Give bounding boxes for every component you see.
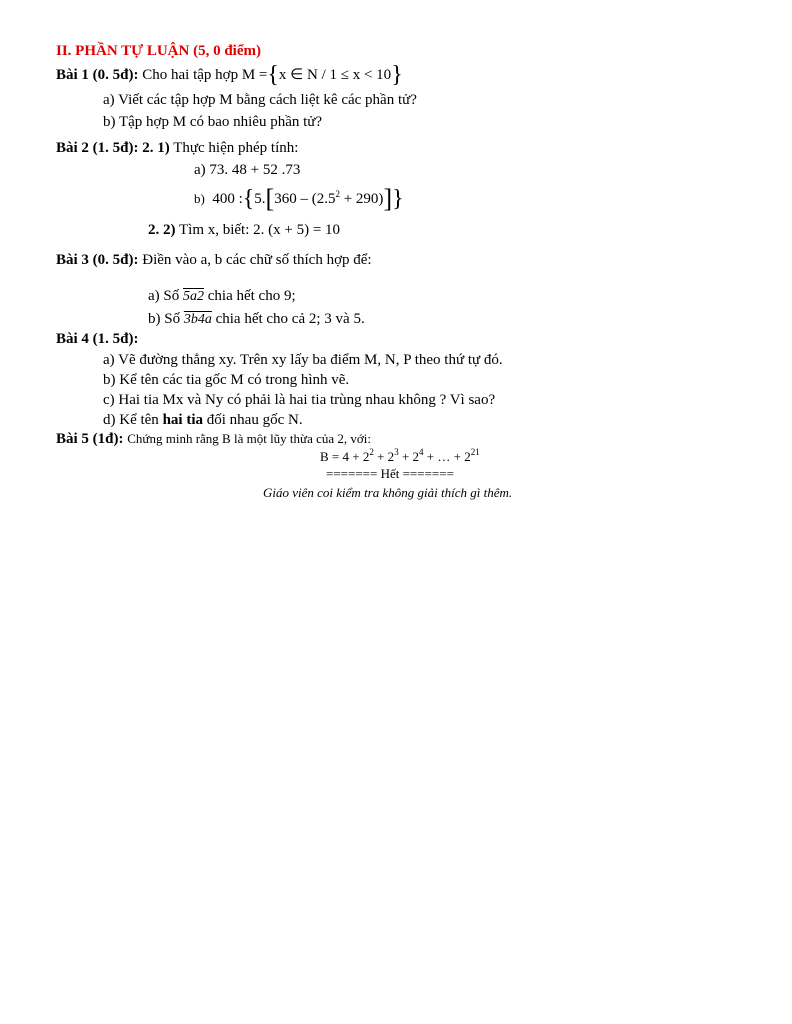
bai4-d-post: đối nhau gốc N. — [206, 412, 303, 428]
bai5-formula — [320, 448, 480, 466]
bai3-a — [148, 287, 296, 306]
bai2-b-p3: 360 – (2.5 — [274, 191, 336, 207]
bai1-b: b) Tập hợp M có bao nhiêu phần tử? — [103, 114, 323, 130]
bai2-b-exp: 2 — [335, 189, 340, 199]
bai5-header — [56, 430, 371, 448]
bai2-a: a) 73. 48 + 52 .73 — [194, 162, 301, 178]
bai2-label: Bài 2 (1. 5đ): — [56, 140, 139, 156]
bai5-f2: + 2 — [398, 449, 420, 464]
bai2-header — [56, 139, 298, 157]
bai2-b — [194, 184, 404, 213]
bai2-b-label: b) — [194, 191, 205, 206]
bai1-text: Cho hai tập hợp — [142, 67, 239, 83]
bai2-b-p4: + 290) — [339, 191, 384, 207]
bai4-c: c) Hai tia Mx và Ny có phải là hai tia trùng nhau không ? Vì sao? — [103, 392, 496, 408]
section-title: II. PHẦN TỰ LUẬN (5, 0 điểm) — [56, 43, 261, 59]
bai3-b-post: chia hết cho cả 2; 3 và 5. — [215, 311, 365, 327]
bai5-f0: B = 4 + 2 — [320, 449, 370, 464]
bai2-sub2 — [148, 221, 340, 239]
bai3-a-num: 5a2 — [183, 289, 204, 304]
bai3-label: Bài 3 (0. 5đ): — [56, 252, 139, 268]
bai4-d-bold: hai tia — [162, 412, 203, 428]
bai3-text: Điền vào a, b các chữ số thích hợp để: — [142, 252, 372, 268]
left-bracket-icon: [ — [265, 184, 275, 213]
bai5-e2: 3 — [394, 447, 399, 457]
bai3-a-post: chia hết cho 9; — [207, 288, 296, 304]
bai3-header — [56, 251, 372, 269]
bai2-sub2-label: 2. 2) — [148, 222, 176, 238]
bai4-label: Bài 4 (1. 5đ): — [56, 331, 139, 347]
set-lhs: M = — [241, 67, 268, 83]
bai3-b-pre: b) Số — [148, 311, 181, 327]
bai2-sub1: 2. 1) — [142, 140, 170, 156]
bai1-label: Bài 1 (0. 5đ): — [56, 67, 139, 83]
bai5-label: Bài 5 (1đ): — [56, 431, 124, 447]
bai5-e1: 2 — [369, 447, 374, 457]
bai2-b-p2: 5. — [254, 191, 266, 207]
bai4-a: a) Vẽ đường thẳng xy. Trên xy lấy ba điểm M, N, P theo thứ tự đó. — [103, 352, 503, 368]
bai3-a-pre: a) Số — [148, 288, 180, 304]
right-brace-icon: } — [391, 62, 403, 88]
bai3-b — [148, 310, 365, 329]
bai2-b-p1: 400 : — [212, 191, 243, 207]
bai5-f1: + 2 — [373, 449, 395, 464]
bai3-b-num: 3b4a — [183, 312, 212, 327]
footer-note: Giáo viên coi kiểm tra không giải thích gì thêm. — [263, 485, 513, 500]
bai5-e4: 21 — [470, 447, 480, 457]
bai4-header — [56, 330, 139, 348]
bai4-d-pre: d) Kể tên — [103, 412, 159, 428]
bai4-b: b) Kể tên các tia gốc M có trong hình vẽ. — [103, 372, 350, 388]
bai2-sub1-text: Thực hiện phép tính: — [173, 140, 299, 156]
right-brace-icon: } — [392, 186, 404, 212]
bai4-d — [103, 411, 303, 429]
right-bracket-icon: ] — [383, 184, 393, 213]
left-brace-icon: { — [267, 62, 279, 88]
set-body: x ∈ N / 1 ≤ x < 10 — [278, 67, 392, 83]
bai1-a: a) Viết các tập hợp M bằng cách liệt kê các phần tử? — [103, 92, 417, 108]
bai5-text: Chứng minh rằng B là một lũy thừa của 2, với: — [127, 431, 371, 446]
bai5-f3: + … + 2 — [423, 449, 471, 464]
bai2-sub2-text: Tìm x, biết: 2. (x + 5) = 10 — [178, 222, 341, 238]
bai5-e3: 4 — [419, 447, 424, 457]
left-brace-icon: { — [242, 186, 255, 212]
end-line: ======= Hết ======= — [326, 466, 454, 481]
bai1-header — [56, 62, 403, 88]
